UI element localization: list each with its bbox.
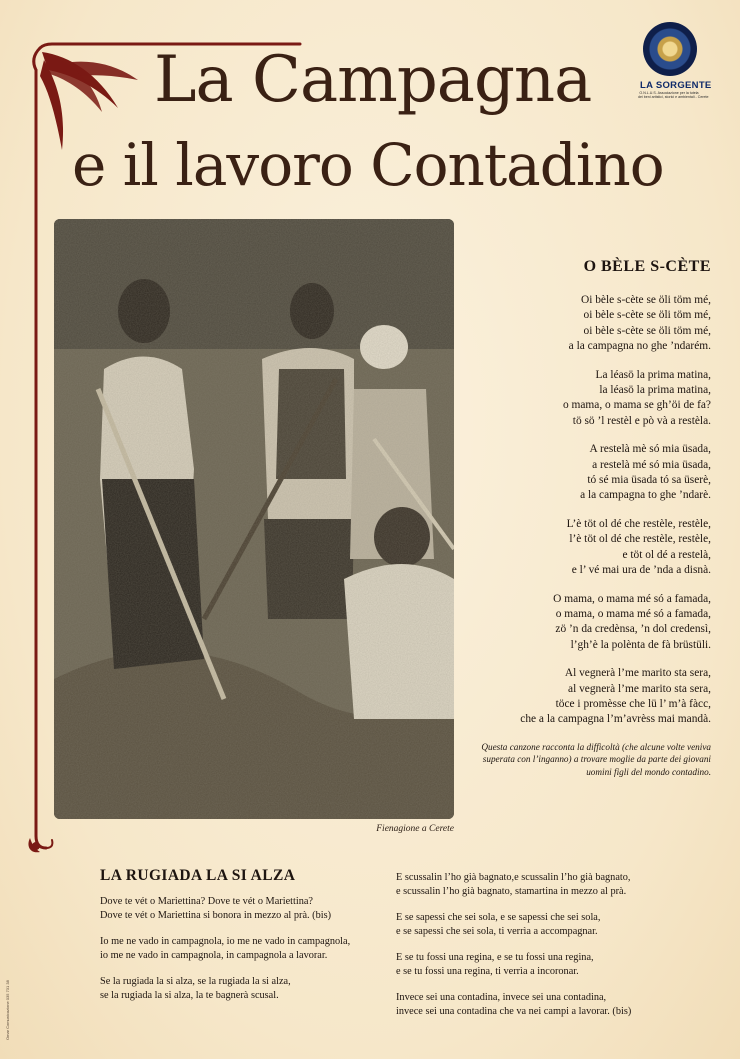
verse-line: e se sapessi che sei sola, ti verrìa a accompagnar. <box>396 925 598 937</box>
verse-line: io me ne vado in campagnola, in campagnola a lavorar. <box>100 949 328 961</box>
verse-line: a la campagna no ghe ’ndarém. <box>568 339 711 352</box>
poem-title: LA RUGIADA LA SI ALZA <box>100 867 296 884</box>
stanza <box>100 895 385 922</box>
verse-line: Oi bèle s-cète se öli töm mé, <box>580 294 711 306</box>
verse-line: Se la rugiada la si alza, se la rugiada la si alza, <box>100 976 291 987</box>
poem-o-bele-scete <box>470 258 711 778</box>
logo-name: LA SORGENTE <box>640 80 712 91</box>
poem-stanzas <box>470 293 711 728</box>
verse-line: La léasö la prima matina, <box>595 368 711 381</box>
verse-line: oi bèle s-cète se öli töm mé, <box>583 324 711 337</box>
verse-line: e l’ vé mai ura de ’nda a disnà. <box>571 563 711 576</box>
verse-line: o mama, o mama se gh’öi de fa? <box>562 399 711 412</box>
note-line: superata con l’inganno) a trovare moglie da parte dei giovani <box>482 754 711 765</box>
poem-la-rugiada <box>100 867 385 1015</box>
logo-subtitle-2: dei beni artistici, storici e ambientali - Cerete <box>638 95 709 100</box>
poem-stanzas-left <box>100 895 385 1002</box>
photo-caption: Fienagione a Cerete <box>376 824 454 834</box>
verse-line: E se sapessi che sei sola, e se sapessi che sei sola, <box>396 912 601 923</box>
sorgente-logo <box>638 22 712 100</box>
title-line-2: e il lavoro Contadino <box>72 131 664 199</box>
note-line: Questa canzone racconta la difficoltà (che alcune volte veniva <box>481 742 711 753</box>
verse-line: tó sé mia üsada tó sa üserè, <box>587 473 711 486</box>
note-line: uomini figli del mondo contadino. <box>586 766 711 777</box>
poem-la-rugiada-continued <box>396 871 696 1031</box>
verse-line: al vegnerà l’me marito sta sera, <box>568 682 711 695</box>
stanza <box>396 991 696 1018</box>
verse-line: E se tu fossi una regina, e se tu fossi una regina, <box>396 952 594 963</box>
verse-line: oi bèle s-cète se öli töm mé, <box>583 309 711 322</box>
stanza <box>396 871 696 898</box>
verse-line: invece sei una contadina che va nei campi a lavorar. (bis) <box>396 1005 632 1017</box>
verse-line: Dove te vét o Mariettina? Dove te vét o Mariettina? <box>100 896 314 907</box>
verse-line: se la rugiada la si alza, la te bagnerà scusal. <box>100 989 279 1001</box>
verse-line: a la campagna to ghe ’ndarè. <box>580 489 711 502</box>
verse-line: tö sö ’l restèl e pò và a restèla. <box>572 414 711 427</box>
stanza <box>470 666 711 727</box>
verse-line: e scussalin l’ho già bagnato, stamartina in mezzo al prà. <box>396 885 627 897</box>
verse-line: töce i promèsse che lü l’ m’à fàcc, <box>555 698 711 711</box>
verse-line: L’è töt ol dé che restèle, restèle, <box>566 518 711 531</box>
verse-line: l’gh’è la polènta de fà brüstüli. <box>570 638 711 651</box>
title-line-1: La Campagna <box>154 43 592 117</box>
stanza <box>396 951 696 978</box>
verse-line: E scussalin l’ho già bagnato,e scussalin l’ho già bagnato, <box>396 872 631 883</box>
verse-line: Dove te vét o Mariettina si bonora in mezzo al prà. (bis) <box>100 909 332 921</box>
verse-line: l’è töt ol dé che restèle, restèle, <box>569 533 711 546</box>
verse-line: o mama, o mama mé só a famada, <box>555 608 711 621</box>
verse-line: O mama, o mama mé só a famada, <box>553 592 711 605</box>
stanza <box>100 975 385 1002</box>
verse-line: e se tu fossi una regina, ti verrìa a incoronar. <box>396 965 579 977</box>
printer-credit: Omar Comunicazione 035 731 38 <box>5 980 10 1040</box>
verse-line: A restelà mè só mia üsada, <box>589 443 711 456</box>
poem-stanzas-right <box>396 871 696 1018</box>
verse-line: e töt ol dé a restelà, <box>622 548 711 561</box>
compass-rose-icon <box>643 22 697 76</box>
poem-note <box>474 741 711 778</box>
verse-line: Invece sei una contadina, invece sei una contadina, <box>396 992 607 1003</box>
verse-line: Al vegnerà l’me marito sta sera, <box>564 667 711 680</box>
stanza <box>470 517 711 578</box>
poem-title: O BÈLE S-CÈTE <box>583 258 711 275</box>
stanza <box>396 911 696 938</box>
verse-line: a restelà mé só mia üsada, <box>592 458 711 471</box>
stanza <box>470 293 711 354</box>
stanza <box>470 592 711 653</box>
stanza <box>100 935 385 962</box>
stanza <box>470 368 711 429</box>
verse-line: la léasö la prima matina, <box>599 383 711 396</box>
verse-line: Io me ne vado in campagnola, io me ne vado in campagnola, <box>100 936 351 947</box>
stanza <box>470 442 711 503</box>
verse-line: che a la campagna l’m’avrèss mai mandà. <box>520 713 711 726</box>
logo-subtitle-1: O.N.L.U.S. Associazione per la tutela <box>639 91 699 95</box>
haymaking-photo <box>54 219 454 819</box>
verse-line: zö ’n da credènsa, ’n dol credensì, <box>555 623 711 636</box>
